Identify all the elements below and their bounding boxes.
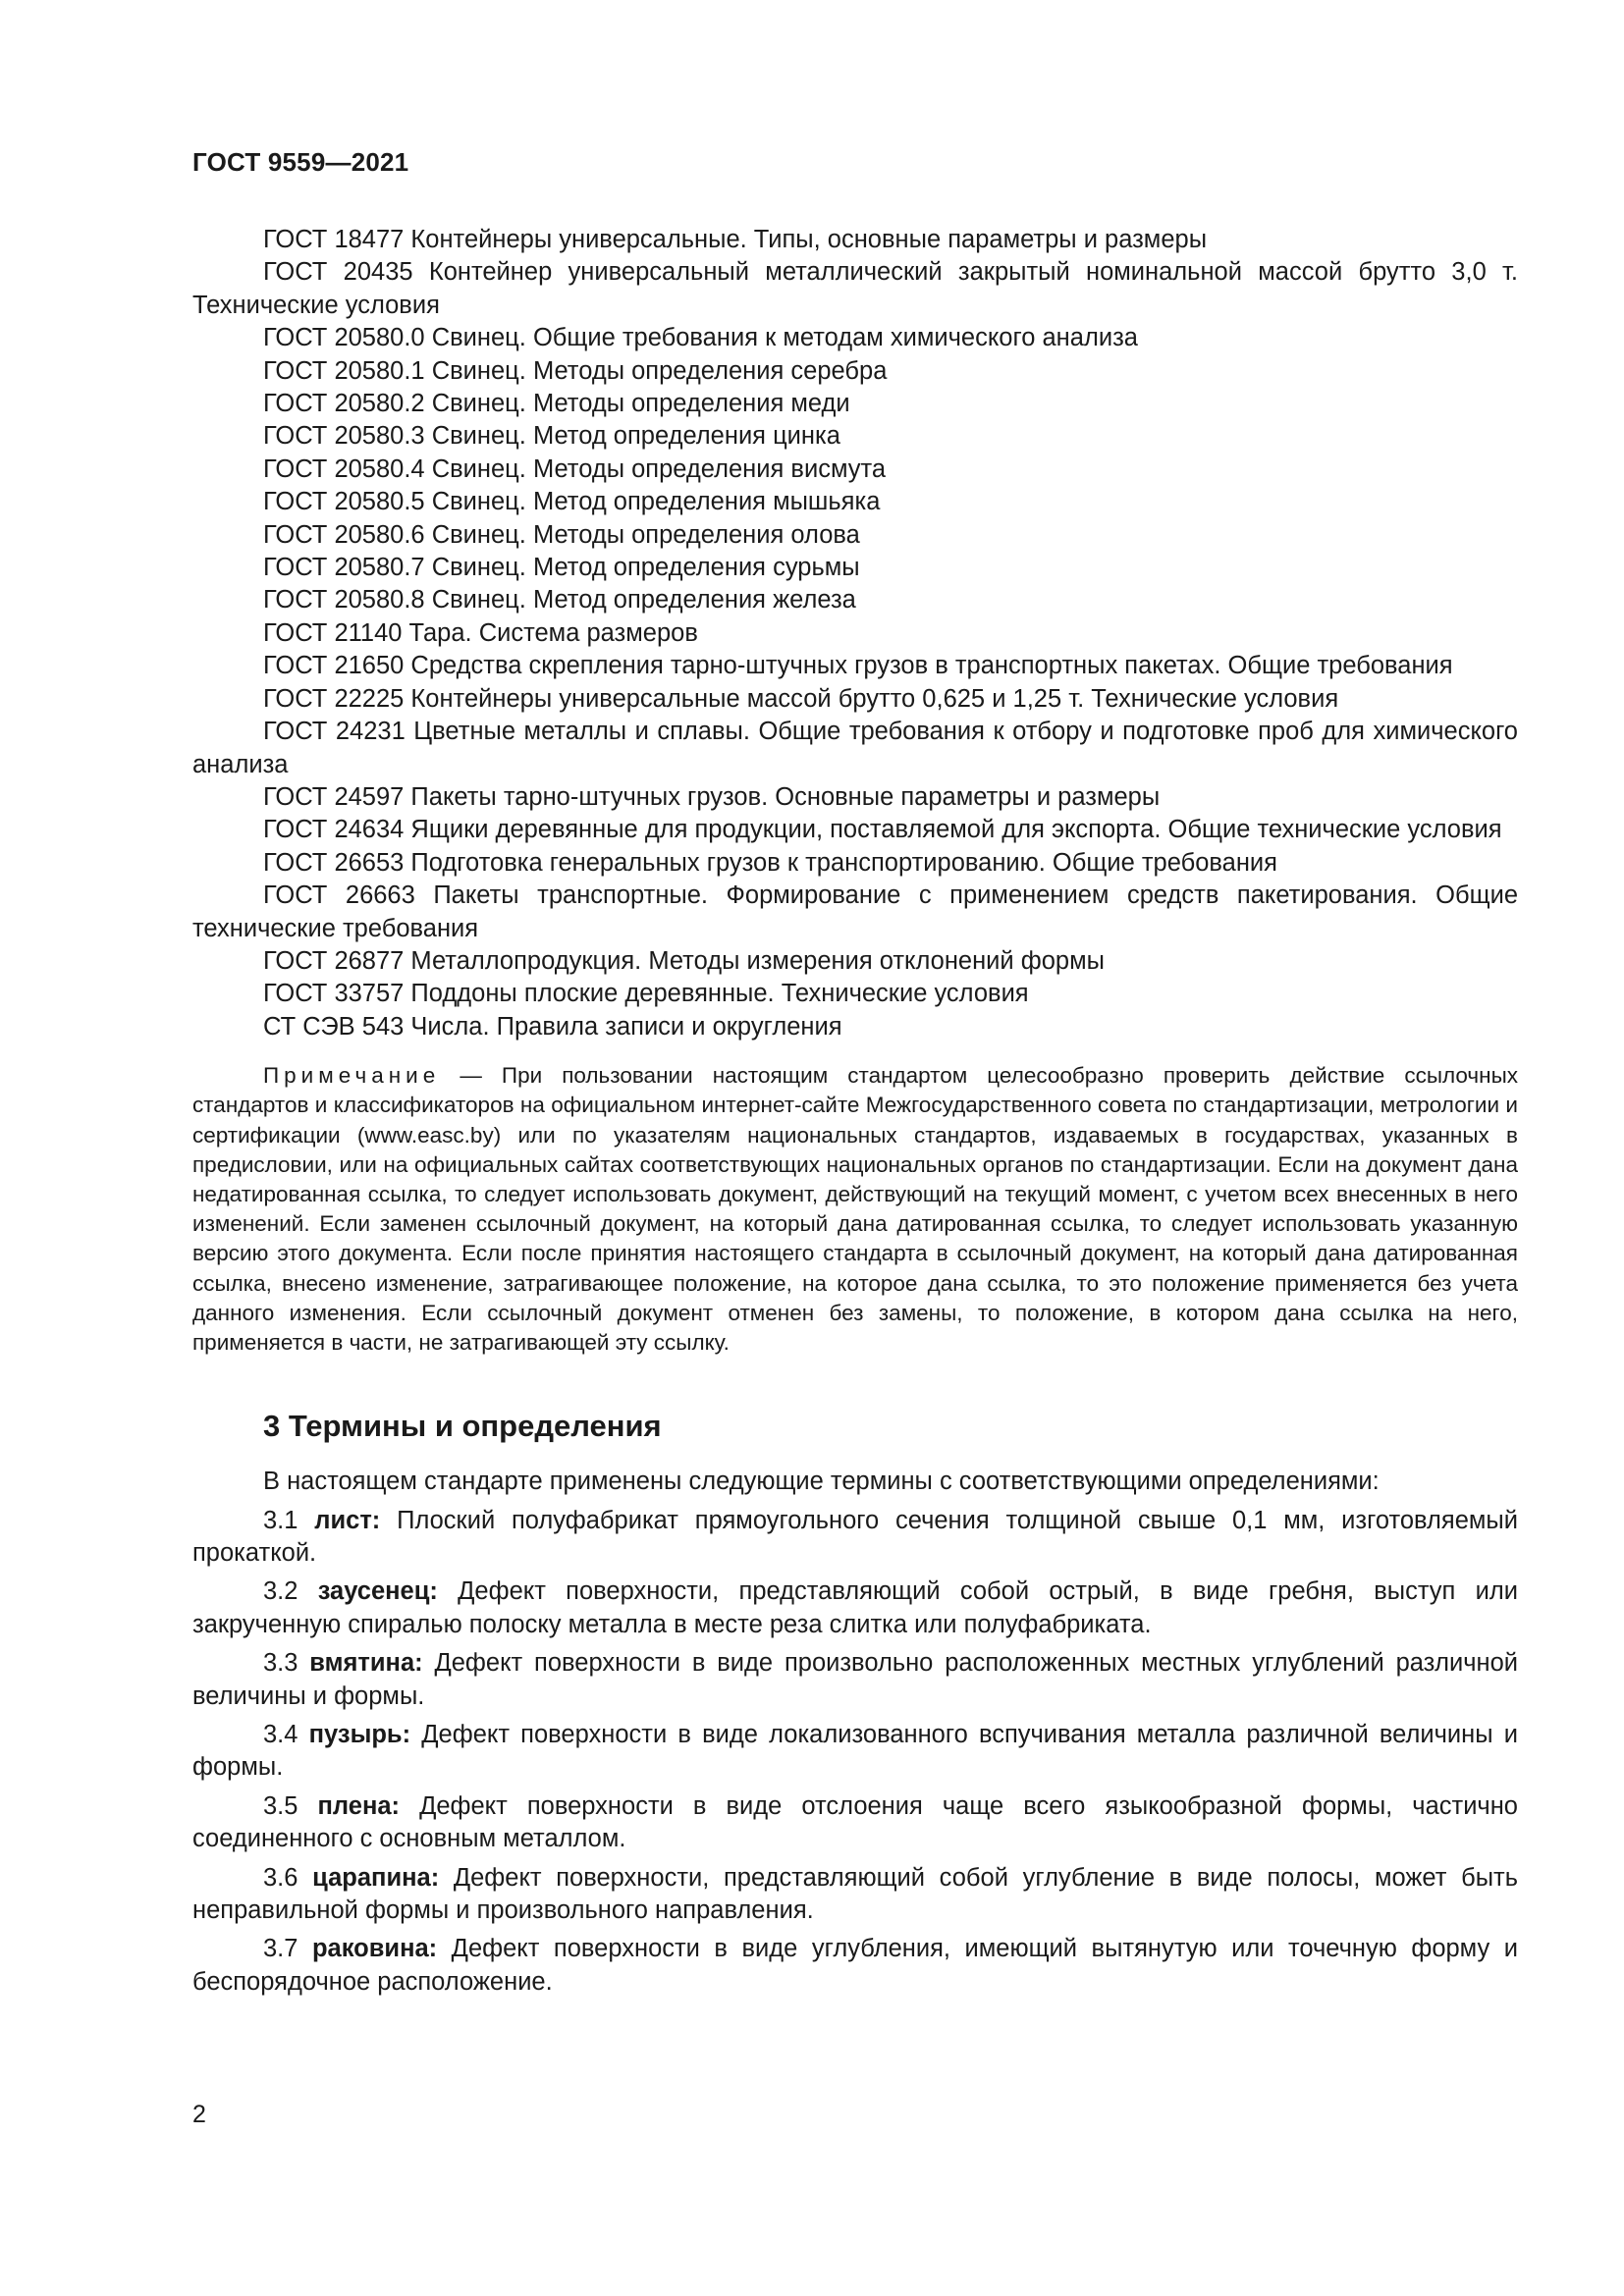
term-name: раковина: [311,1935,438,1963]
references-list [192,224,1518,1043]
section-intro: В настоящем стандарте применены следующие термины с соответствующими определениями: [263,1468,1380,1496]
document-body [192,224,1518,2004]
reference-item: ГОСТ 21140 Тара. Система размеров [263,618,698,647]
term-name: вмятина: [309,1649,423,1678]
document-header: ГОСТ 9559—2021 [192,147,409,177]
term-number: 3.3 [263,1649,298,1678]
term-name: плена: [317,1791,401,1820]
reference-item: ГОСТ 20580.7 Свинец. Метод определения сурьмы [263,554,860,582]
note-text: — При пользовании настоящим стандартом целесообразно проверить действие ссылочных стандартов и классификаторов на официальном интернет-сайте Межгосударственного совета по стандартизации, метрологии и сертификации (www.easc.by) или по указателям национальных стандартов, издаваемых в государствах, указанных в предисловии, или на официальных сайтах соответствующих национальных органов по стандартизации. Если на документ дана недатированная ссылка, то следует использовать документ, действующий на текущий момент, с учетом всех внесенных в него изменений. Если заменен ссылочный документ, на который дана датированная ссылка, то следует использовать указанную версию этого документа. Если после принятия настоящего стандарта в ссылочный документ, на который дана датированная ссылка, внесено изменение, затрагивающее положение, на которое дана ссылка, то это положение применяется без учета данного изменения. Если ссылочный документ отменен без замены, то положение, в котором дана ссылка на него, применяется в части, не затрагивающей эту ссылку. [192,1063,1518,1355]
reference-item: ГОСТ 20435 Контейнер универсальный металлический закрытый номинальной массой брутто 3,0 т. Технические условия [192,258,1518,319]
reference-item: ГОСТ 26877 Металлопродукция. Методы измерения отклонений формы [263,946,1105,975]
term-number: 3.7 [263,1935,298,1963]
reference-item: ГОСТ 20580.8 Свинец. Метод определения железа [263,586,856,614]
term-number: 3.6 [263,1863,298,1892]
reference-item: СТ СЭВ 543 Числа. Правила записи и округления [263,1012,842,1041]
term-item [192,1790,1518,1856]
reference-item: ГОСТ 20580.1 Свинец. Методы определения серебра [263,356,888,385]
term-number: 3.4 [263,1721,298,1749]
term-item [192,1933,1518,1999]
term-definition: Дефект поверхности в виде отслоения чаще всего языкообразной формы, частично соединенного с основным металлом. [192,1791,1518,1853]
page-number: 2 [192,2101,206,2128]
term-item [192,1719,1518,1785]
reference-item: ГОСТ 20580.4 Свинец. Методы определения висмута [263,454,887,483]
term-item [192,1575,1518,1641]
section-title: 3 Термины и определения [263,1409,662,1444]
term-name: лист: [314,1506,381,1534]
reference-item: ГОСТ 20580.5 Свинец. Метод определения мышьяка [263,488,881,516]
terms-list [192,1505,1518,2000]
reference-item: ГОСТ 26653 Подготовка генеральных грузов к транспортированию. Общие требования [263,848,1277,877]
term-definition: Дефект поверхности, представляющий собой острый, в виде гребня, выступ или закрученную спиралью полоску металла в месте реза слитка или полуфабриката. [192,1577,1518,1638]
reference-item: ГОСТ 20580.0 Свинец. Общие требования к методам химического анализа [263,324,1138,352]
term-number: 3.2 [263,1577,298,1606]
term-definition: Дефект поверхности в виде углубления, имеющий вытянутую или точечную форму и беспорядочное расположение. [192,1935,1518,1996]
term-item [192,1647,1518,1713]
reference-item: ГОСТ 20580.3 Свинец. Метод определения цинка [263,422,840,451]
reference-item: ГОСТ 26663 Пакеты транспортные. Формирование с применением средств пакетирования. Общие технические требования [192,881,1518,942]
reference-item: ГОСТ 18477 Контейнеры универсальные. Типы, основные параметры и размеры [263,226,1208,253]
term-item [192,1505,1518,1571]
term-definition: Дефект поверхности в виде локализованного вспучивания металла различной величины и формы. [192,1721,1518,1782]
reference-item: ГОСТ 24634 Ящики деревянные для продукции, поставляемой для экспорта. Общие технические условия [263,816,1502,844]
term-item [192,1862,1518,1928]
reference-item: ГОСТ 24597 Пакеты тарно-штучных грузов. Основные параметры и размеры [263,782,1161,811]
reference-item: ГОСТ 22225 Контейнеры универсальные массой брутто 0,625 и 1,25 т. Технические условия [263,684,1339,713]
term-name: заусенец: [317,1577,438,1606]
reference-item: ГОСТ 20580.6 Свинец. Методы определения олова [263,520,860,549]
reference-item: ГОСТ 21650 Средства скрепления тарно-штучных грузов в транспортных пакетах. Общие требования [263,652,1453,680]
term-definition: Дефект поверхности, представляющий собой углубление в виде полосы, может быть неправильной формы и произвольного направления. [192,1863,1518,1925]
reference-item: ГОСТ 20580.2 Свинец. Методы определения меди [263,390,850,418]
term-number: 3.5 [263,1791,298,1820]
reference-note [192,1061,1518,1358]
note-label: Примечание [263,1063,441,1089]
term-name: пузырь: [308,1721,411,1749]
reference-item: ГОСТ 33757 Поддоны плоские деревянные. Технические условия [263,980,1029,1008]
term-definition: Плоский полуфабрикат прямоугольного сечения толщиной свыше 0,1 мм, изготовляемый прокаткой. [192,1506,1518,1567]
reference-item: ГОСТ 24231 Цветные металлы и сплавы. Общие требования к отбору и подготовке проб для химического анализа [192,718,1518,778]
term-number: 3.1 [263,1506,298,1534]
term-definition: Дефект поверхности в виде произвольно расположенных местных углублений различной величины и формы. [192,1649,1518,1710]
term-name: царапина: [312,1863,440,1892]
